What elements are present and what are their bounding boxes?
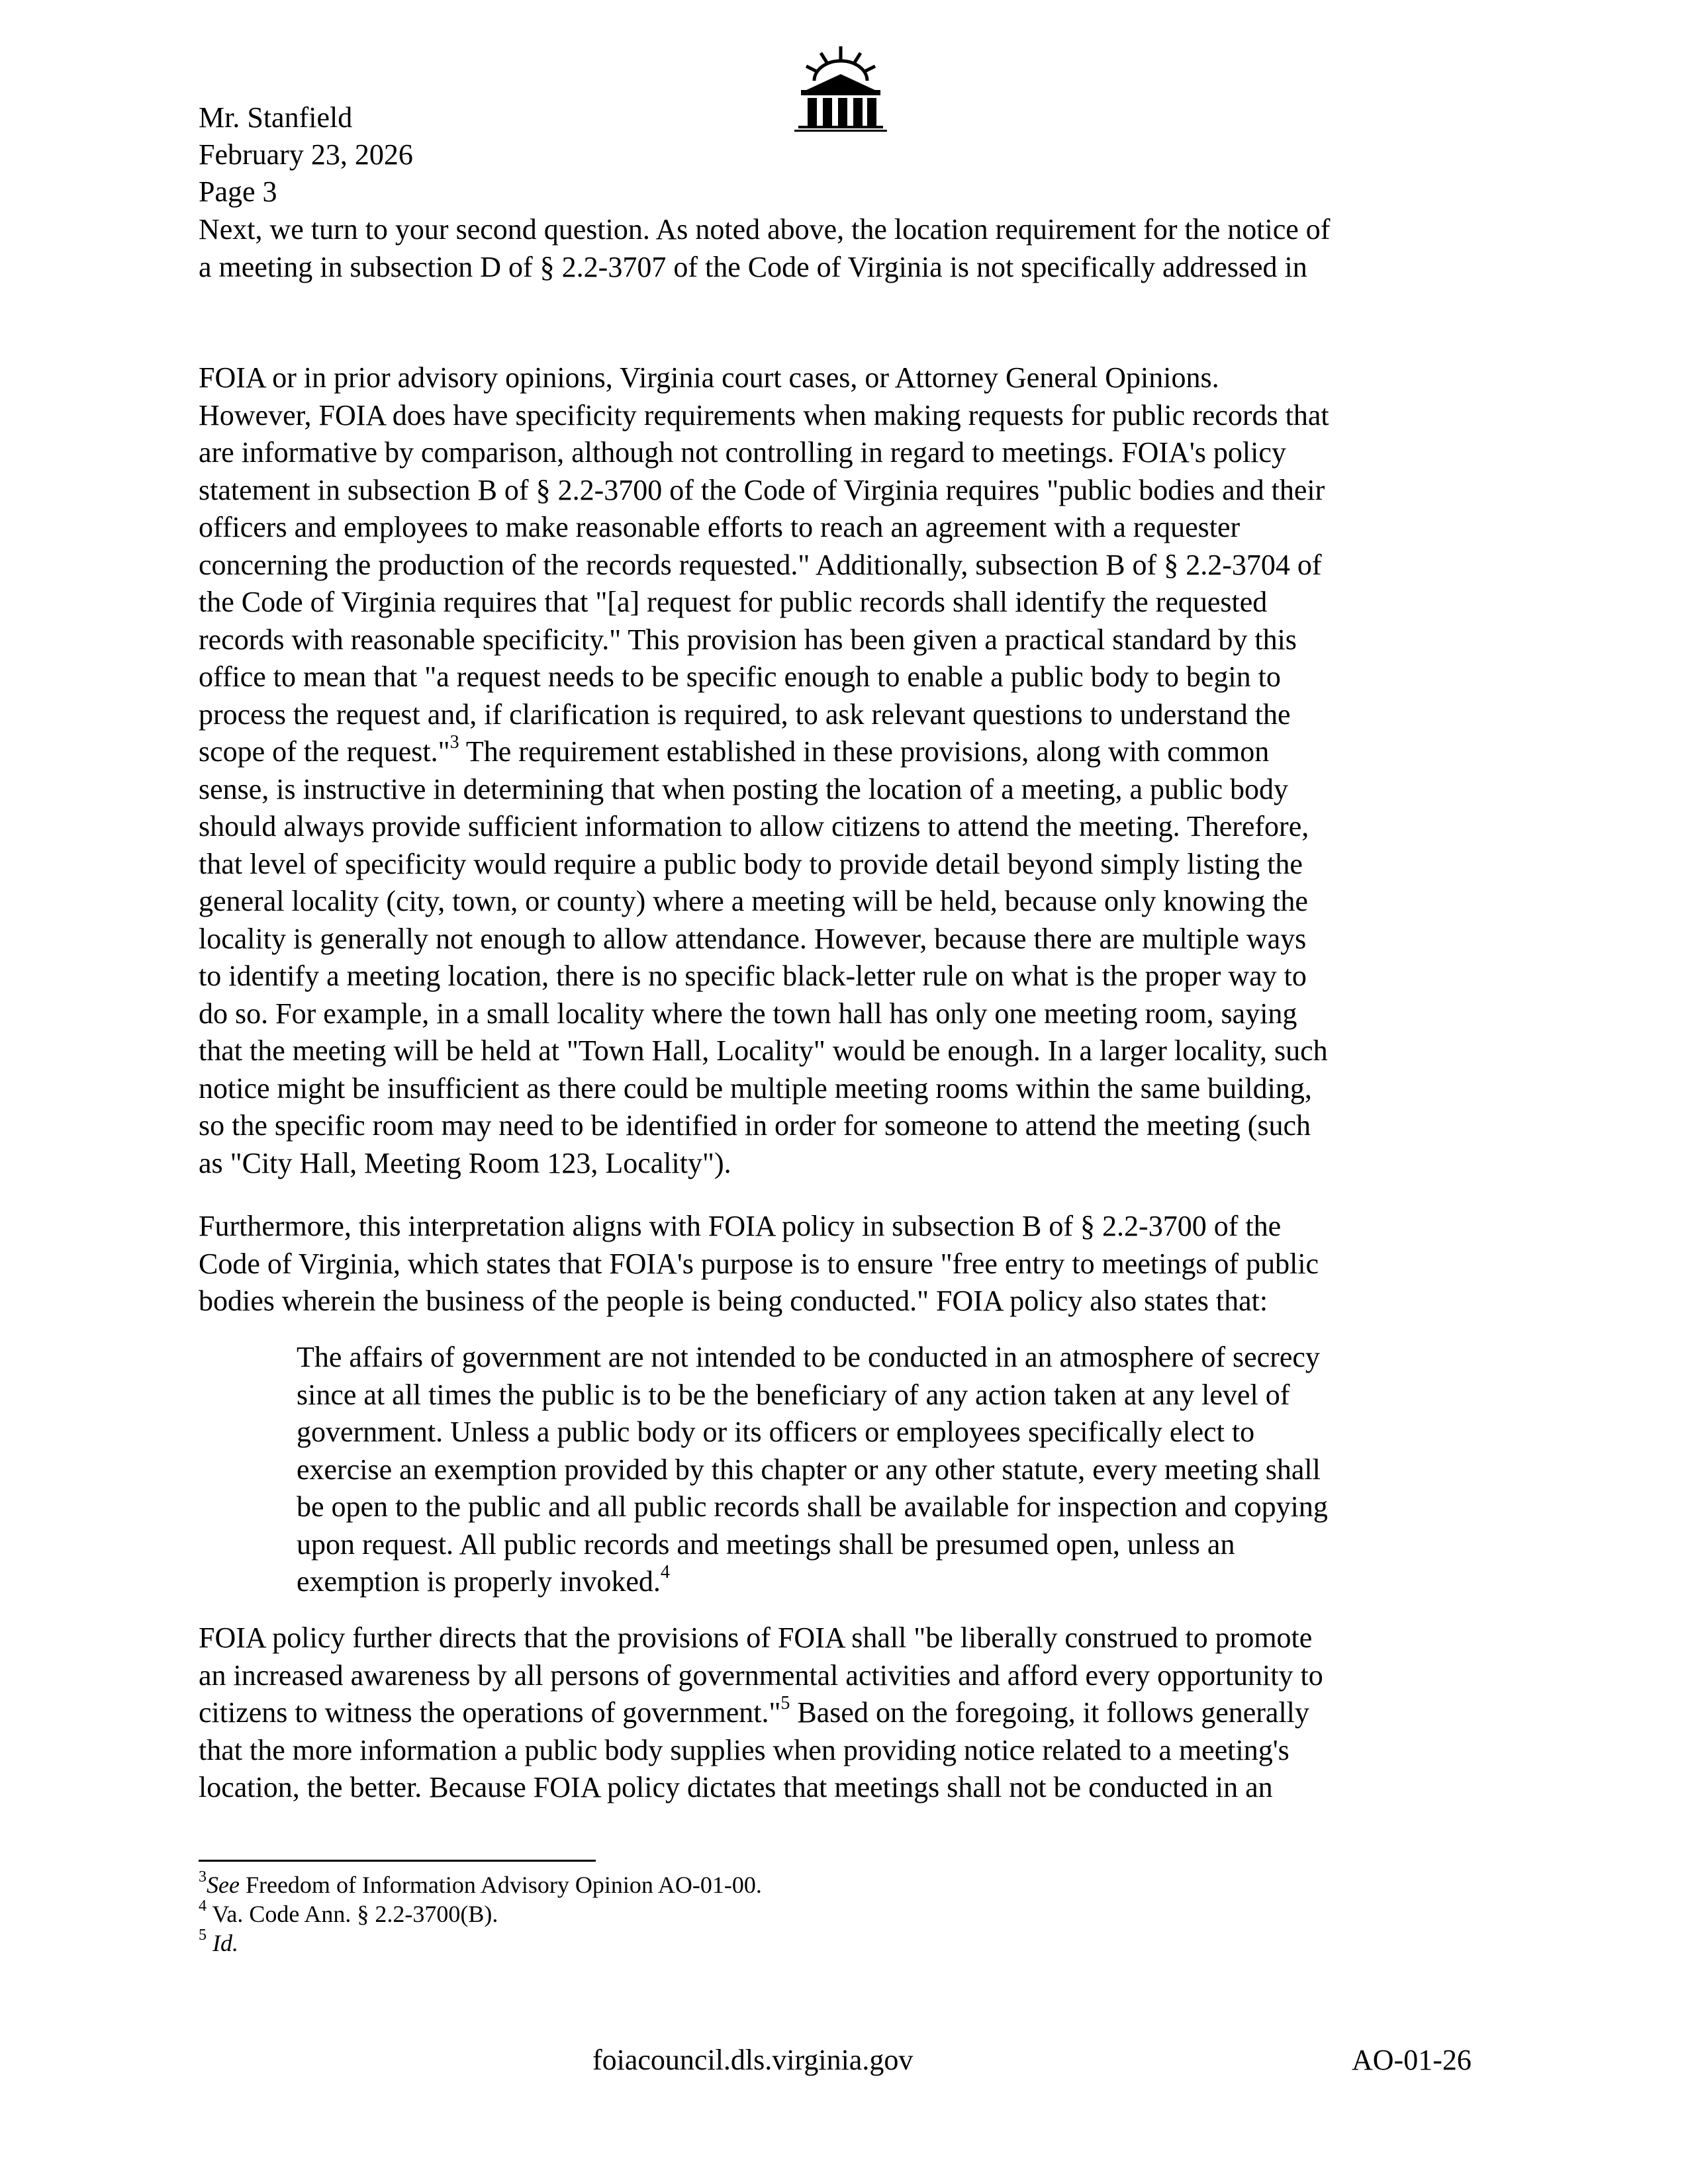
footnote-text: Va. Code Ann. § 2.2-3700(B).	[207, 1901, 498, 1927]
text-line: that the meeting will be held at "Town Hall, Locality" would be enough. In a larger locality, such	[199, 1034, 1328, 1067]
paragraph-1-top	[199, 211, 1489, 286]
text-segment: Based on the foregoing, it follows generally	[790, 1696, 1309, 1729]
text-line: the Code of Virginia requires that "[a] request for public records shall identify the requested	[199, 586, 1268, 618]
text-line: FOIA or in prior advisory opinions, Virginia court cases, or Attorney General Opinions.	[199, 361, 1219, 394]
text-line: do so. For example, in a small locality where the town hall has only one meeting room, saying	[199, 997, 1297, 1030]
paragraph-2	[199, 1208, 1489, 1320]
text-line: to identify a meeting location, there is no specific black-letter rule on what is the proper way to	[199, 960, 1307, 992]
quote-line-with-footnote	[297, 1563, 1488, 1601]
text-line: should always provide sufficient information to allow citizens to attend the meeting. Therefore,	[199, 810, 1309, 842]
footnote-5	[199, 1929, 238, 1958]
capitol-building-sun-icon	[774, 20, 907, 132]
recipient-name: Mr. Stanfield	[199, 101, 353, 134]
text-line: are informative by comparison, although not controlling in regard to meetings. FOIA's policy	[199, 436, 1286, 469]
footnote-italic: See	[207, 1872, 240, 1898]
paragraph-1-body	[199, 359, 1489, 1182]
text-line: concerning the production of the records requested." Additionally, subsection B of § 2.2-3704 of	[199, 548, 1322, 581]
text-line-with-footnote	[199, 1694, 1489, 1732]
quote-line: The affairs of government are not intended to be conducted in an atmosphere of secrecy	[297, 1341, 1320, 1373]
footnote-4	[199, 1899, 498, 1929]
quote-line: be open to the public and all public records shall be available for inspection and copying	[297, 1490, 1328, 1523]
text-line: However, FOIA does have specificity requirements when making requests for public records that	[199, 398, 1329, 432]
footnote-italic: Id.	[212, 1930, 238, 1956]
text-line: Furthermore, this interpretation aligns with FOIA policy in subsection B of § 2.2-3700 of the	[199, 1210, 1282, 1242]
text-line-with-footnote	[199, 733, 1489, 771]
text-segment: exemption is properly invoked.	[297, 1565, 661, 1598]
paragraph-3	[199, 1619, 1489, 1807]
text-line: bodies wherein the business of the people is being conducted." FOIA policy also states that:	[199, 1285, 1268, 1317]
text-line: records with reasonable specificity." This provision has been given a practical standard by this	[199, 623, 1297, 656]
block-quote	[297, 1339, 1488, 1601]
text-line: that the more information a public body supplies when providing notice related to a meeting's	[199, 1733, 1289, 1766]
quote-line: upon request. All public records and meetings shall be presumed open, unless an	[297, 1527, 1235, 1561]
footnote-ref-5[interactable]: 5	[780, 1693, 790, 1714]
footer-website: foiacouncil.dls.virginia.gov	[592, 2044, 914, 2076]
footer-opinion-number: AO-01-26	[1352, 2044, 1472, 2076]
text-line: Code of Virginia, which states that FOIA's purpose is to ensure "free entry to meetings of public	[199, 1247, 1319, 1280]
text-line: general locality (city, town, or county) where a meeting will be held, because only knowing the	[199, 885, 1308, 917]
text-line: Next, we turn to your second question. As noted above, the location requirement for the notice of	[199, 213, 1331, 246]
quote-line: government. Unless a public body or its officers or employees specifically elect to	[297, 1416, 1255, 1448]
text-line: that level of specificity would require a public body to provide detail beyond simply listing the	[199, 847, 1303, 880]
text-line: locality is generally not enough to allow attendance. However, because there are multiple ways	[199, 922, 1307, 955]
footnote-number: 3	[199, 1868, 207, 1886]
footnote-separator	[199, 1860, 596, 1862]
footnote-number: 5	[199, 1927, 207, 1944]
footnote-text: Freedom of Information Advisory Opinion AO-01-00.	[239, 1872, 762, 1898]
text-segment: The requirement established in these provisions, along with common	[459, 735, 1270, 768]
quote-line: exercise an exemption provided by this chapter or any other statute, every meeting shall	[297, 1453, 1321, 1486]
page-number: Page 3	[199, 175, 277, 208]
text-line: as "City Hall, Meeting Room 123, Locality").	[199, 1146, 731, 1179]
footnote-3	[199, 1870, 762, 1899]
footnote-ref-4[interactable]: 4	[660, 1562, 670, 1583]
footnote-ref-3[interactable]: 3	[449, 732, 459, 753]
text-line: a meeting in subsection D of § 2.2-3707 of the Code of Virginia is not specifically addressed in	[199, 250, 1307, 283]
text-line: officers and employees to make reasonable efforts to reach an agreement with a requester	[199, 511, 1241, 543]
text-line: an increased awareness by all persons of governmental activities and afford every opportunity to	[199, 1659, 1323, 1692]
quote-line: since at all times the public is to be the beneficiary of any action taken at any level of	[297, 1378, 1290, 1411]
text-line: notice might be insufficient as there could be multiple meeting rooms within the same building,	[199, 1071, 1312, 1105]
text-line: office to mean that "a request needs to be specific enough to enable a public body to begin to	[199, 660, 1281, 693]
text-line: statement in subsection B of § 2.2-3700 of the Code of Virginia requires "public bodies and their	[199, 473, 1325, 506]
text-line: location, the better. Because FOIA policy dictates that meetings shall not be conducted in an	[199, 1771, 1273, 1803]
text-segment: citizens to witness the operations of government."	[199, 1696, 781, 1729]
text-line: process the request and, if clarification is required, to ask relevant questions to understand the	[199, 698, 1291, 731]
text-line: FOIA policy further directs that the provisions of FOIA shall "be liberally construed to promote	[199, 1621, 1313, 1654]
letter-date: February 23, 2026	[199, 138, 413, 171]
footnote-number: 4	[199, 1897, 207, 1915]
text-line: so the specific room may need to be identified in order for someone to attend the meeting (such	[199, 1109, 1311, 1142]
text-segment: scope of the request."	[199, 735, 450, 768]
text-line: sense, is instructive in determining that when posting the location of a meeting, a public body	[199, 772, 1288, 805]
